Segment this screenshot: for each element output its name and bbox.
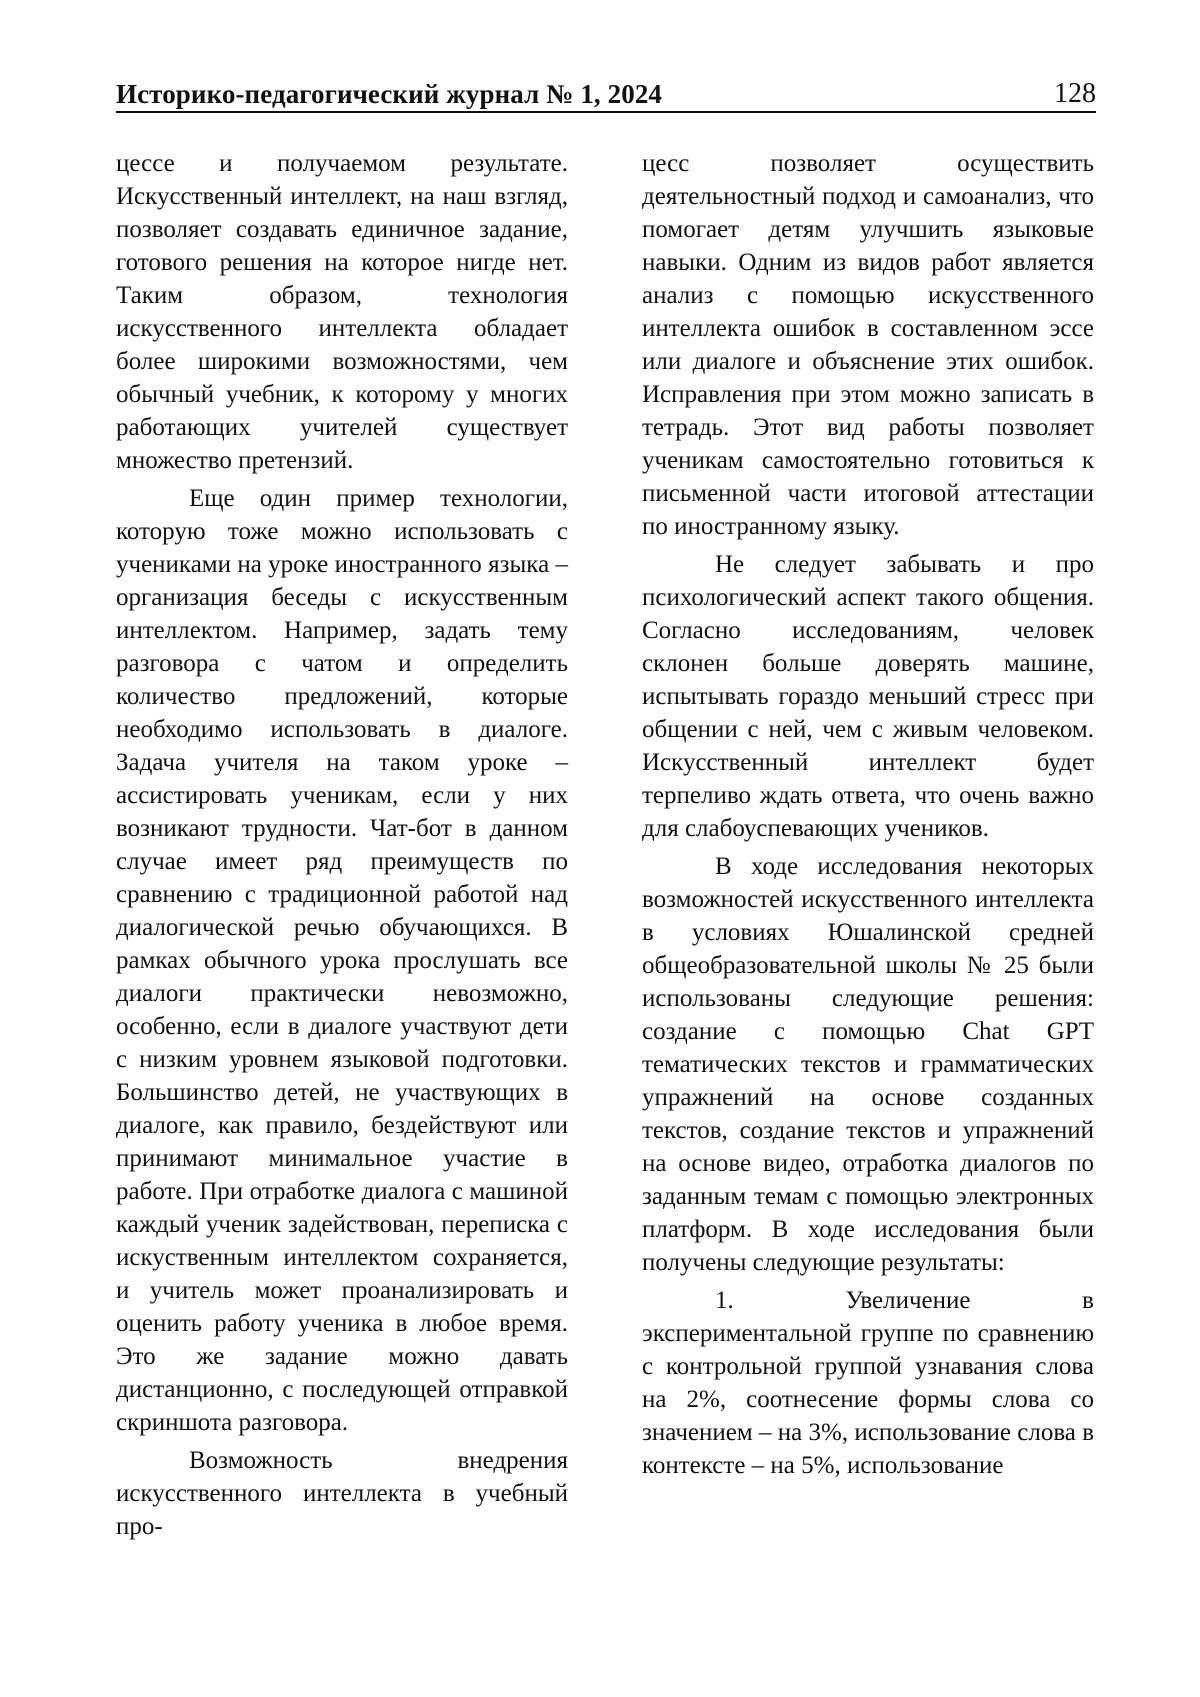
left-paragraph-3: Возможность внедрения искусственного интеллекта в учебный про- <box>116 1447 568 1540</box>
page-number: 128 <box>1054 78 1096 109</box>
right-paragraph-1: цесс позволяет осуществить деятельностный подход и самоанализ, что помогает детям улучшить языковые навыки. Одним из видов работ является анализ с помощью искусственного интеллекта ошибок в составленном эссе или диалоге и объяснение этих ошибок. Исправления при этом можно записать в тетрадь. Этот вид работы позволяет ученикам самостоятельно готовиться к письменной части итоговой аттестации по иностранному языку. <box>642 150 1094 540</box>
running-head <box>116 70 1096 110</box>
left-paragraph-1: цессе и получаемом результате. Искусственный интеллект, на наш взгляд, позволяет создавать единичное задание, готового решения на которое нигде нет. Таким образом, технология искусственного интеллекта обладает более широкими возможностями, чем обычный учебник, к которому у многих работающих учителей существует множество претензий. <box>116 150 568 474</box>
right-column <box>642 147 1094 1487</box>
right-paragraph-4: 1. Увеличение в экспериментальной группе по сравнению с контрольной группой узнавания слова на 2%, соотнесение формы слова со значением – на 3%, использование слова в контексте – на 5%, использование <box>642 1287 1094 1479</box>
journal-title: Историко-педагогический журнал № 1, 2024 <box>116 79 663 109</box>
right-paragraph-2: Не следует забывать и про психологический аспект такого общения. Согласно исследованиям, человек склонен больше доверять машине, испытывать гораздо меньший стресс при общении с ней, чем с живым человеком. Искусственный интеллект будет терпеливо ждать ответа, что очень важно для слабоуспевающих учеников. <box>642 551 1094 842</box>
left-column <box>116 147 568 1548</box>
header-rule <box>116 111 1096 113</box>
right-paragraph-3: В ходе исследования некоторых возможностей искусственного интеллекта в условиях Юшалинской средней общеобразовательной школы № 25 были использованы следующие решения: создание с помощью Chat GPT тематических текстов и грамматических упражнений на основе созданных текстов, создание текстов и упражнений на основе видео, отработка диалогов по заданным темам с помощью электронных платформ. В ходе исследования были получены следующие результаты: <box>642 853 1094 1276</box>
left-paragraph-2: Еще один пример технологии, которую тоже можно использовать с учениками на уроке иностранного языка – организация беседы с искусственным интеллектом. Например, задать тему разговора с чатом и определить количество предложений, которые необходимо использовать в диалоге. Задача учителя на таком уроке – ассистировать ученикам, если у них возникают трудности. Чат-бот в данном случае имеет ряд преимуществ по сравнению с традиционной работой над диалогической речью обучающихся. В рамках обычного урока прослушать все диалоги практически невозможно, особенно, если в диалоге участвуют дети с низким уровнем языковой подготовки. Большинство детей, не участвующих в диалоге, как правило, бездействуют или принимают минимальное участие в работе. При отработке диалога с машиной каждый ученик задействован, переписка с искуственным интеллектом сохраняется, и учитель может проанализировать и оценить работу ученика в любое время. Это же задание можно давать дистанционно, с последующей отправкой скриншота разговора. <box>116 485 568 1436</box>
